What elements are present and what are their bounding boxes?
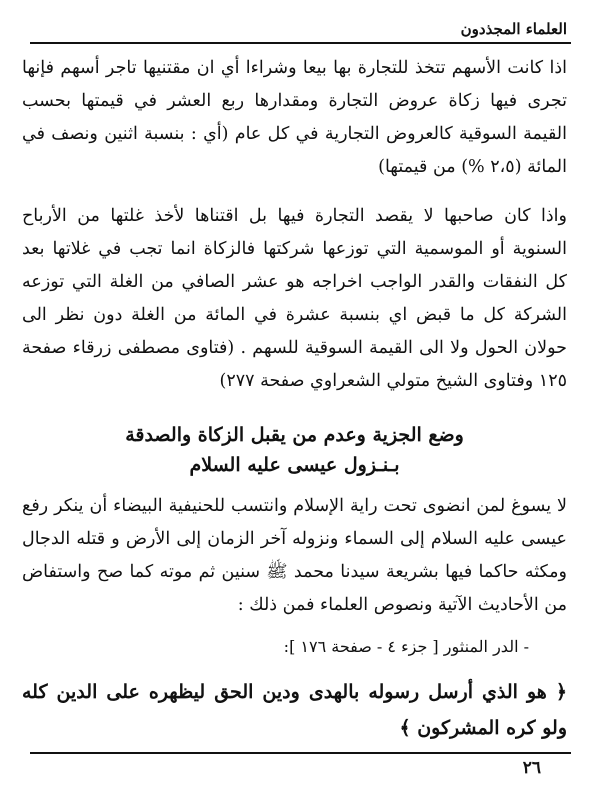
quran-verse: ﴿ هو الذي أرسل رسوله بالهدى ودين الحق ليظهره على الدين كله ولو كره المشركون ﴾ — [22, 681, 567, 739]
paragraph-descent-of-isa: لا يسوغ لمن انضوى تحت راية الإسلام وانتسب للحنيفية البيضاء أن ينكر رفع عيسى عليه السلام إلى السماء ونزوله آخر الزمان إلى الأرض و قتله الدجال ومكثه حاكما فيها بشريعة سيدنا محمد ﷺ سنين ثم موته كما صح واستفاض من الأحاديث الآتية ونصوص العلماء فمن ذلك : — [22, 496, 567, 615]
paragraph-stock-zakat-income: واذا كان صاحبها لا يقصد التجارة فيها بل اقتناها لأخذ غلتها من الأرباح السنوية أو الموسمية التي توزعها شركتها فالزكاة انما تجب في غلاتها بعد كل النفقات والقدر الواجب اخراجه هو عشر الصافي من الغلة التي توزعه الشركة كل ما قبض اي بنسبة عشرة في المائة من الغلة دون نظر الى حولان الحول ولا الى القيمة السوقية للسهم . (فتاوى مصطفى زرقاء صفحة ١٢٥ وفتاوى الشيخ متولي الشعراوي صفحة ٢٧٧) — [22, 206, 567, 391]
section-heading: وضع الجزية وعدم من يقبل الزكاة والصدقة — [125, 424, 464, 446]
running-header: العلماء المجذدون — [460, 20, 567, 38]
section-subheading: بـنـزول عيسى عليه السلام — [189, 454, 400, 476]
source-citation: - الدر المنثور [ جزء ٤ - صفحة ١٧٦ ]: — [283, 637, 529, 656]
page-number: ٢٦ — [522, 758, 541, 778]
header-rule — [30, 42, 571, 44]
footer-rule — [30, 752, 571, 754]
paragraph-stock-zakat-trade: اذا كانت الأسهم تتخذ للتجارة بها بيعا وشراءا أي ان مقتنيها تاجر أسهم فإنها تجرى فيها زكاة عروض التجارة ومقدارها ربع العشر في قيمتها بحسب القيمة السوقية كالعروض التجارية في كل عام (أي : بنسبة اثنين ونصف في المائة (٢،٥ %) من قيمتها) — [22, 58, 567, 177]
